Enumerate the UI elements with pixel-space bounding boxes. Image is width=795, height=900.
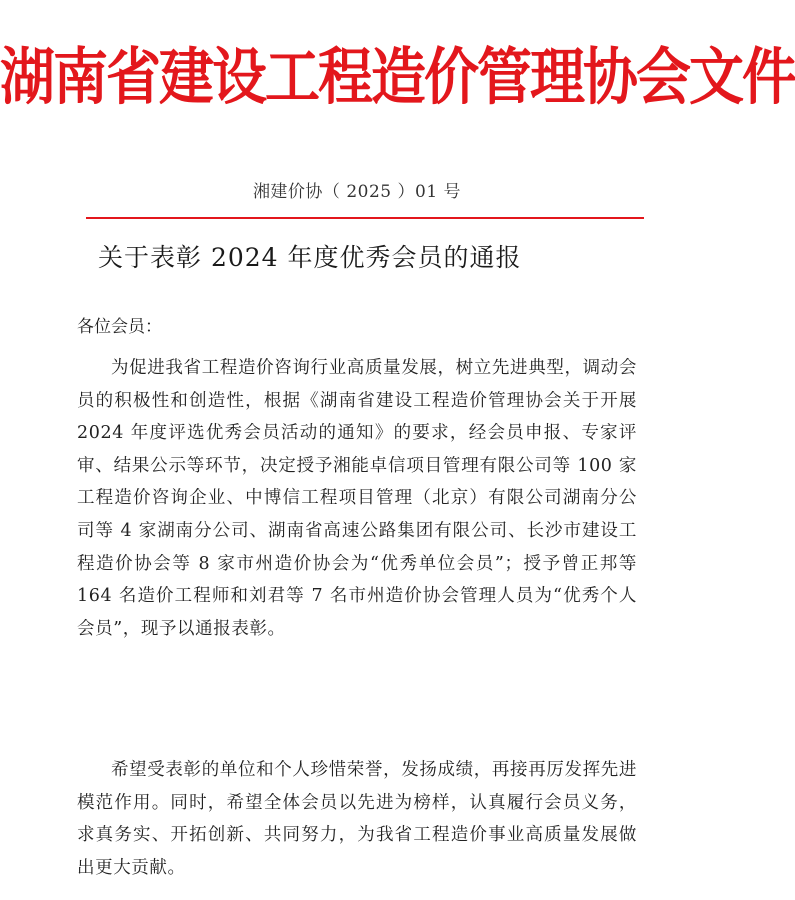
document-masthead-title: 湖南省建设工程造价管理协会文件 <box>0 40 795 113</box>
salutation: 各位会员： <box>77 317 162 337</box>
body-paragraph: 为促进我省工程造价咨询行业高质量发展，树立先进典型，调动会员的积极性和创造性，根据《湖南省建设工程造价管理协会关于开展 2024 年度评选优秀会员活动的通知》的要求，经会员申报、专家评审、结果公示等环节，决定授予湘能卓信项目管理有限公司等 100 家工程造价咨询企业、中博信工程项目管理（北京）有限公司湖南分公司等 4 家湖南分公司、湖南省高速公路集团有限公司、长沙市建设工程造价协会等 8 家市州造价协会为“优秀单位会员”；授予曾正邦等 164 名造价工程师和刘君等 7 名市州造价协会管理人员为“优秀个人会员”，现予以通报表彰。 <box>77 358 637 639</box>
red-header-rule <box>86 217 644 219</box>
notice-title: 关于表彰 2024 年度优秀会员的通报 <box>98 243 522 272</box>
document-number: 湘建价协（ 2025 ）01 号 <box>252 182 462 202</box>
body-paragraph: 希望受表彰的单位和个人珍惜荣誉，发扬成绩，再接再厉发挥先进模范作用。同时，希望全体会员以先进为榜样，认真履行会员义务，求真务实、开拓创新、共同努力，为我省工程造价事业高质量发展做出更大贡献。 <box>77 760 637 878</box>
